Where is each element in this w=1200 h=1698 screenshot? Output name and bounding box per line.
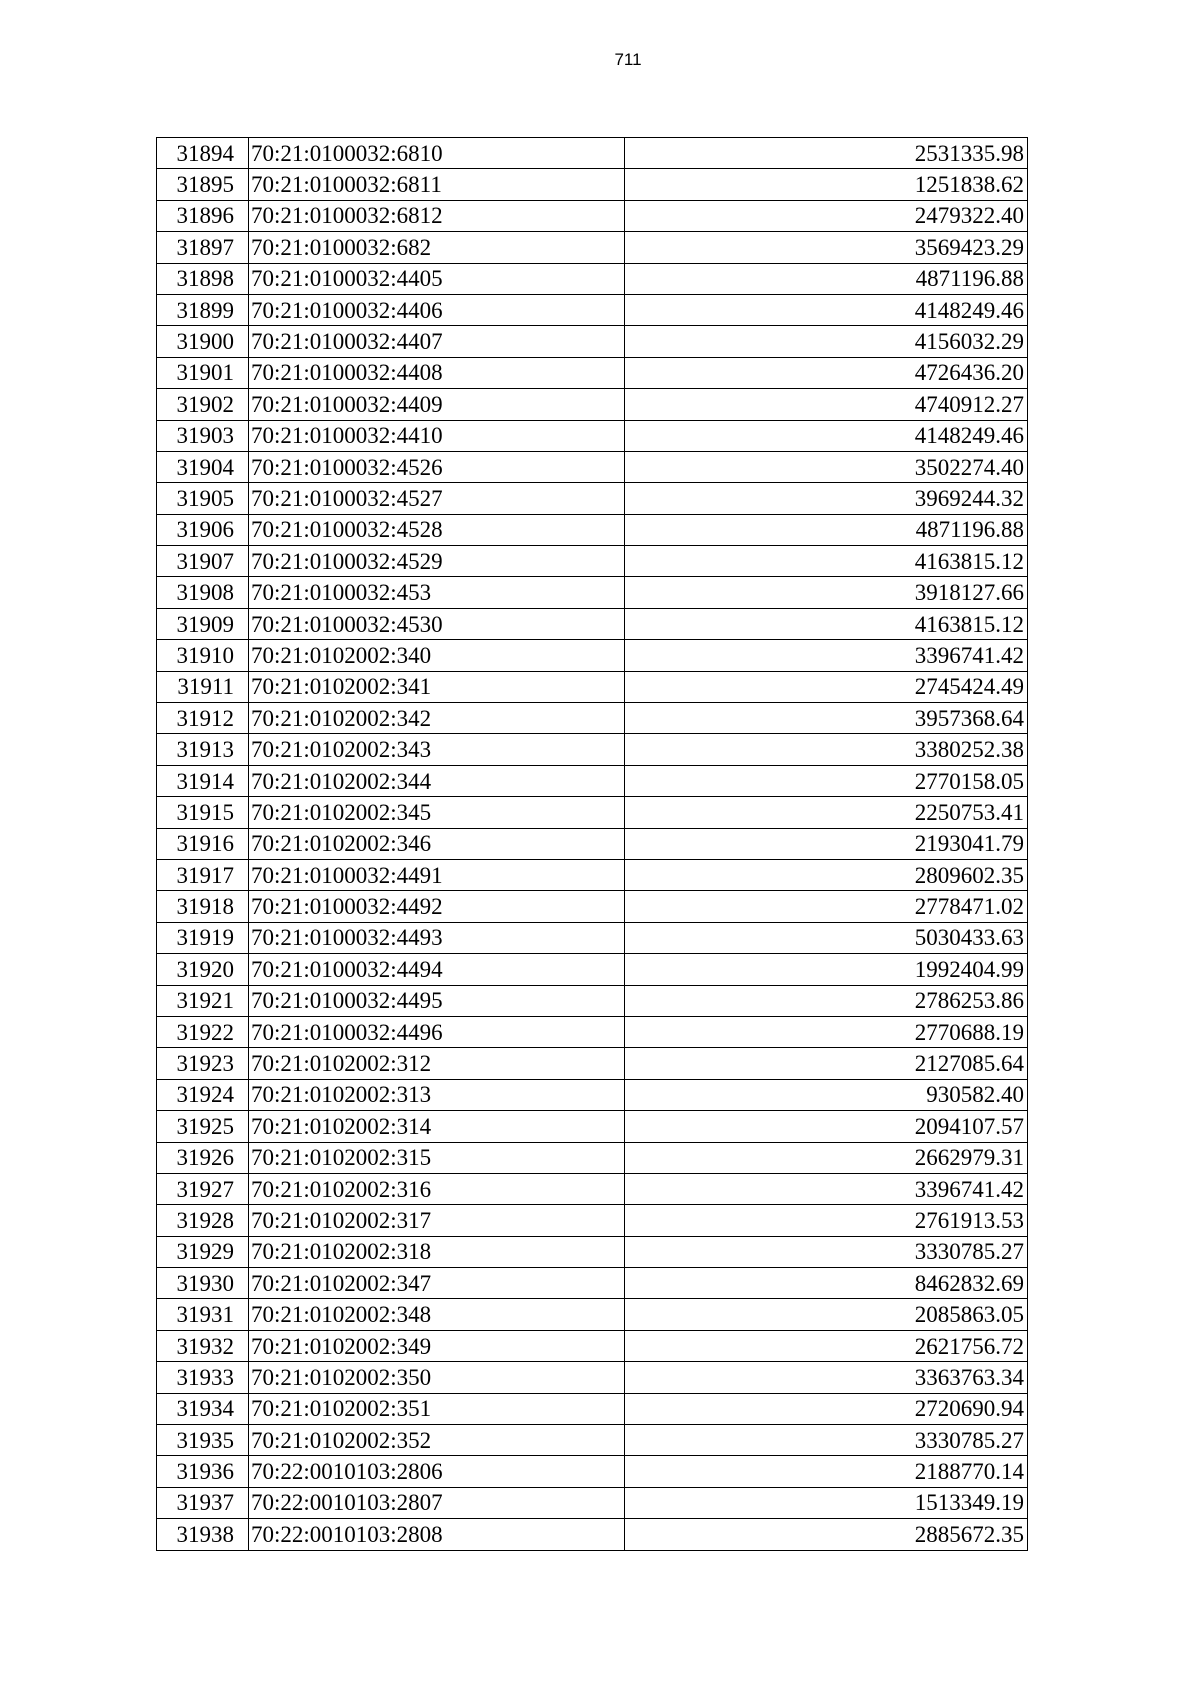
cadastral-number-cell: 70:21:0100032:4491 [249,859,625,890]
cadastral-value-cell: 3330785.27 [625,1236,1028,1267]
cadastral-value-cell: 2085863.05 [625,1299,1028,1330]
row-number-cell: 31936 [157,1456,249,1487]
row-number-cell: 31934 [157,1393,249,1424]
cadastral-number-cell: 70:21:0102002:342 [249,703,625,734]
cadastral-value-cell: 4148249.46 [625,420,1028,451]
cadastral-number-cell: 70:21:0100032:682 [249,232,625,263]
cadastral-value-cell: 2531335.98 [625,138,1028,169]
row-number-cell: 31930 [157,1268,249,1299]
cadastral-number-cell: 70:21:0100032:4409 [249,389,625,420]
cadastral-number-cell: 70:21:0102002:341 [249,671,625,702]
cadastral-value-cell: 2761913.53 [625,1205,1028,1236]
cadastral-value-cell: 8462832.69 [625,1268,1028,1299]
row-number-cell: 31909 [157,608,249,639]
row-number-cell: 31904 [157,451,249,482]
table-row [157,859,1028,890]
cadastral-number-cell: 70:21:0100032:4406 [249,294,625,325]
cadastral-value-cell: 3380252.38 [625,734,1028,765]
cadastral-value-cell: 2479322.40 [625,200,1028,231]
row-number-cell: 31899 [157,294,249,325]
table-row [157,263,1028,294]
table-row [157,483,1028,514]
cadastral-value-cell: 2662979.31 [625,1142,1028,1173]
table-row [157,1519,1028,1550]
cadastral-value-cell: 2127085.64 [625,1048,1028,1079]
table-row [157,546,1028,577]
cadastral-value-cell: 2770688.19 [625,1016,1028,1047]
cadastral-number-cell: 70:21:0102002:351 [249,1393,625,1424]
cadastral-number-cell: 70:21:0100032:4410 [249,420,625,451]
cadastral-number-cell: 70:22:0010103:2807 [249,1487,625,1518]
table-row [157,1456,1028,1487]
row-number-cell: 31905 [157,483,249,514]
row-number-cell: 31914 [157,765,249,796]
table-row [157,703,1028,734]
cadastral-value-cell: 2770158.05 [625,765,1028,796]
table-body [157,138,1028,1551]
row-number-cell: 31938 [157,1519,249,1550]
cadastral-value-cell: 4163815.12 [625,608,1028,639]
row-number-cell: 31895 [157,169,249,200]
row-number-cell: 31897 [157,232,249,263]
table-row [157,1016,1028,1047]
cadastral-number-cell: 70:22:0010103:2808 [249,1519,625,1550]
table-row [157,1330,1028,1361]
table-row [157,451,1028,482]
cadastral-number-cell: 70:21:0100032:4493 [249,922,625,953]
cadastral-number-cell: 70:21:0100032:4496 [249,1016,625,1047]
cadastral-value-cell: 4871196.88 [625,263,1028,294]
table-row [157,765,1028,796]
row-number-cell: 31932 [157,1330,249,1361]
cadastral-value-cell: 3502274.40 [625,451,1028,482]
cadastral-number-cell: 70:21:0102002:315 [249,1142,625,1173]
table-row [157,1299,1028,1330]
cadastral-number-cell: 70:21:0102002:345 [249,797,625,828]
cadastral-value-cell: 4740912.27 [625,389,1028,420]
row-number-cell: 31906 [157,514,249,545]
table-row [157,1268,1028,1299]
cadastral-value-cell: 3918127.66 [625,577,1028,608]
cadastral-value-cell: 4871196.88 [625,514,1028,545]
table-row [157,357,1028,388]
cadastral-number-cell: 70:21:0102002:340 [249,640,625,671]
table-row [157,577,1028,608]
table-row [157,1362,1028,1393]
cadastral-value-cell: 3569423.29 [625,232,1028,263]
row-number-cell: 31919 [157,922,249,953]
table-row [157,232,1028,263]
cadastral-value-cell: 930582.40 [625,1079,1028,1110]
cadastral-value-cell: 3330785.27 [625,1425,1028,1456]
table-row [157,828,1028,859]
row-number-cell: 31921 [157,985,249,1016]
cadastral-value-cell: 2720690.94 [625,1393,1028,1424]
cadastral-number-cell: 70:21:0100032:6812 [249,200,625,231]
row-number-cell: 31912 [157,703,249,734]
cadastral-value-cell: 3396741.42 [625,1173,1028,1204]
table-row [157,169,1028,200]
cadastral-value-cell: 2250753.41 [625,797,1028,828]
cadastral-number-cell: 70:21:0100032:453 [249,577,625,608]
row-number-cell: 31933 [157,1362,249,1393]
page-number: 711 [614,50,642,69]
cadastral-number-cell: 70:21:0102002:312 [249,1048,625,1079]
cadastral-value-cell: 3969244.32 [625,483,1028,514]
row-number-cell: 31925 [157,1111,249,1142]
cadastral-number-cell: 70:21:0102002:343 [249,734,625,765]
cadastral-number-cell: 70:22:0010103:2806 [249,1456,625,1487]
row-number-cell: 31902 [157,389,249,420]
row-number-cell: 31926 [157,1142,249,1173]
table-row [157,891,1028,922]
table-row [157,608,1028,639]
row-number-cell: 31917 [157,859,249,890]
cadastral-value-cell: 2786253.86 [625,985,1028,1016]
cadastral-number-cell: 70:21:0102002:314 [249,1111,625,1142]
cadastral-number-cell: 70:21:0102002:313 [249,1079,625,1110]
cadastral-value-cell: 2621756.72 [625,1330,1028,1361]
cadastral-number-cell: 70:21:0102002:352 [249,1425,625,1456]
row-number-cell: 31918 [157,891,249,922]
row-number-cell: 31916 [157,828,249,859]
row-number-cell: 31922 [157,1016,249,1047]
cadastral-number-cell: 70:21:0102002:316 [249,1173,625,1204]
row-number-cell: 31907 [157,546,249,577]
cadastral-value-cell: 1251838.62 [625,169,1028,200]
row-number-cell: 31915 [157,797,249,828]
cadastral-value-cell: 2188770.14 [625,1456,1028,1487]
table-row [157,734,1028,765]
cadastral-value-cell: 4726436.20 [625,357,1028,388]
row-number-cell: 31928 [157,1205,249,1236]
table-row [157,389,1028,420]
cadastral-number-cell: 70:21:0102002:350 [249,1362,625,1393]
cadastral-number-cell: 70:21:0100032:6810 [249,138,625,169]
cadastral-value-cell: 4156032.29 [625,326,1028,357]
cadastral-number-cell: 70:21:0100032:4528 [249,514,625,545]
row-number-cell: 31924 [157,1079,249,1110]
table-row [157,922,1028,953]
row-number-cell: 31903 [157,420,249,451]
cadastral-value-cell: 4163815.12 [625,546,1028,577]
row-number-cell: 31920 [157,954,249,985]
table-row [157,1236,1028,1267]
table-row [157,1079,1028,1110]
cadastral-number-cell: 70:21:0100032:4495 [249,985,625,1016]
row-number-cell: 31911 [157,671,249,702]
cadastral-value-cell: 1992404.99 [625,954,1028,985]
cadastral-value-cell: 5030433.63 [625,922,1028,953]
cadastral-number-cell: 70:21:0100032:4405 [249,263,625,294]
cadastral-number-cell: 70:21:0102002:348 [249,1299,625,1330]
cadastral-value-cell: 1513349.19 [625,1487,1028,1518]
row-number-cell: 31931 [157,1299,249,1330]
table-row [157,420,1028,451]
table-row [157,514,1028,545]
cadastral-number-cell: 70:21:0100032:4408 [249,357,625,388]
cadastral-number-cell: 70:21:0102002:344 [249,765,625,796]
row-number-cell: 31935 [157,1425,249,1456]
table-row [157,1111,1028,1142]
cadastral-value-cell: 4148249.46 [625,294,1028,325]
cadastral-value-cell: 2809602.35 [625,859,1028,890]
table-row [157,640,1028,671]
cadastral-number-cell: 70:21:0102002:349 [249,1330,625,1361]
table-row [157,954,1028,985]
cadastral-number-cell: 70:21:0100032:4526 [249,451,625,482]
row-number-cell: 31927 [157,1173,249,1204]
table-row [157,138,1028,169]
cadastral-number-cell: 70:21:0102002:317 [249,1205,625,1236]
row-number-cell: 31937 [157,1487,249,1518]
cadastral-value-cell: 3396741.42 [625,640,1028,671]
cadastral-value-cell: 2745424.49 [625,671,1028,702]
table-row [157,294,1028,325]
cadastral-value-cell: 2094107.57 [625,1111,1028,1142]
row-number-cell: 31929 [157,1236,249,1267]
cadastral-number-cell: 70:21:0100032:6811 [249,169,625,200]
row-number-cell: 31901 [157,357,249,388]
row-number-cell: 31910 [157,640,249,671]
row-number-cell: 31894 [157,138,249,169]
row-number-cell: 31913 [157,734,249,765]
table-row [157,326,1028,357]
table-row [157,1205,1028,1236]
row-number-cell: 31898 [157,263,249,294]
table-row [157,200,1028,231]
cadastral-number-cell: 70:21:0102002:346 [249,828,625,859]
table-row [157,671,1028,702]
row-number-cell: 31900 [157,326,249,357]
cadastral-number-cell: 70:21:0100032:4527 [249,483,625,514]
cadastral-number-cell: 70:21:0100032:4492 [249,891,625,922]
row-number-cell: 31908 [157,577,249,608]
cadastral-number-cell: 70:21:0102002:318 [249,1236,625,1267]
registry-table [156,137,1028,1551]
row-number-cell: 31896 [157,200,249,231]
table-row [157,985,1028,1016]
table-row [157,1142,1028,1173]
table-row [157,1487,1028,1518]
table-row [157,1173,1028,1204]
cadastral-value-cell: 3363763.34 [625,1362,1028,1393]
table-row [157,797,1028,828]
cadastral-value-cell: 2885672.35 [625,1519,1028,1550]
cadastral-number-cell: 70:21:0100032:4494 [249,954,625,985]
row-number-cell: 31923 [157,1048,249,1079]
cadastral-value-cell: 3957368.64 [625,703,1028,734]
table-row [157,1425,1028,1456]
table-row [157,1048,1028,1079]
cadastral-value-cell: 2193041.79 [625,828,1028,859]
table-row [157,1393,1028,1424]
cadastral-number-cell: 70:21:0100032:4529 [249,546,625,577]
cadastral-number-cell: 70:21:0100032:4530 [249,608,625,639]
cadastral-number-cell: 70:21:0102002:347 [249,1268,625,1299]
cadastral-value-cell: 2778471.02 [625,891,1028,922]
cadastral-number-cell: 70:21:0100032:4407 [249,326,625,357]
